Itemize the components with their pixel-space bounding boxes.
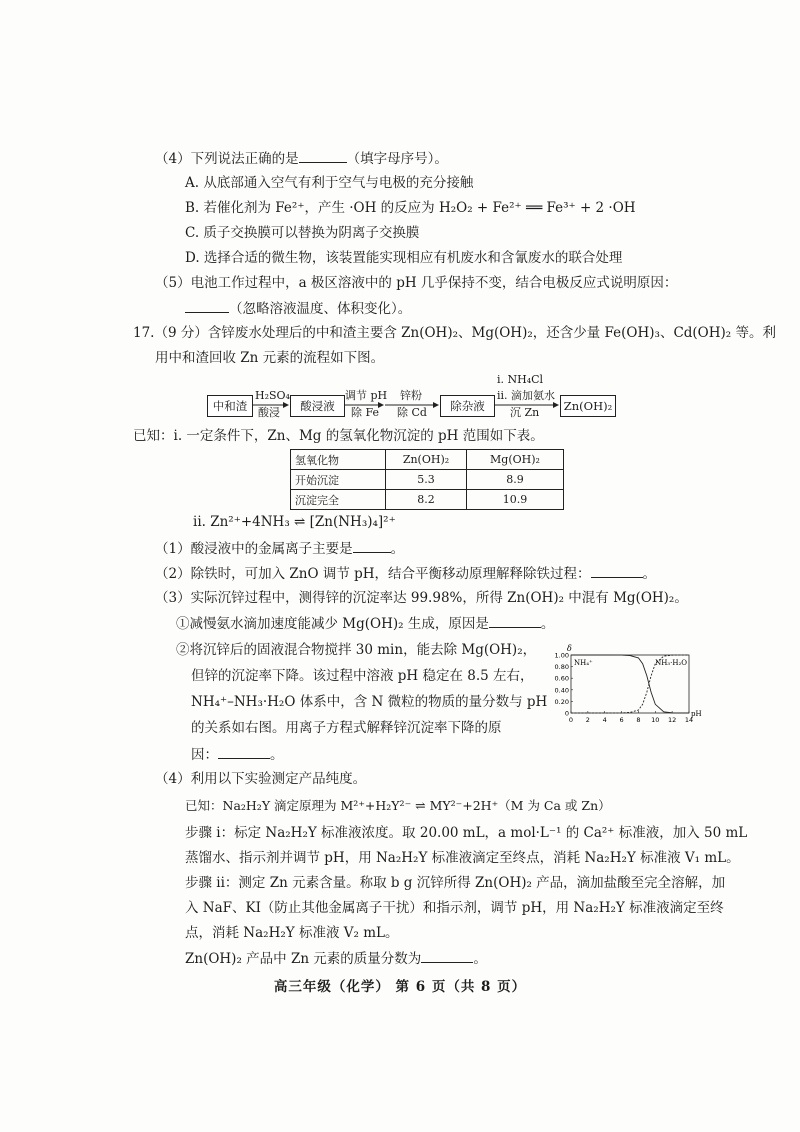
- q17-intro-2: 用中和渣回收 Zn 元素的流程如下图。: [155, 350, 385, 366]
- table-row: [291, 490, 564, 510]
- process-flow-diagram: [205, 371, 645, 421]
- flow-label-s3-top: 锌粉: [400, 389, 422, 402]
- flow-box-start: 中和渣: [207, 395, 253, 417]
- x-axis-label: pH: [691, 710, 702, 718]
- end-mark: 。: [540, 616, 555, 632]
- flow-label-s3-bot: 除 Cd: [397, 406, 427, 419]
- q17-part3-2b: 但锌的沉淀率下降。该过程中溶液 pH 稳定在 8.5 左右，: [191, 668, 534, 684]
- q17-part4-step1-b: 蒸馏水、指示剂并调节 pH，用 Na₂H₂Y 标准液滴定至终点，消耗 Na₂H₂Y 标准液 V₁ mL。: [185, 850, 740, 866]
- y-axis-label: δ: [567, 644, 572, 653]
- q4-option-b: B. 若催化剂为 Fe²⁺，产生 ·OH 的反应为 H₂O₂ + Fe²⁺ ══ Fe³⁺ + 2 ·OH: [185, 200, 636, 216]
- table-cell: 10.9: [467, 490, 564, 510]
- answer-blank[interactable]: [185, 298, 229, 313]
- q17-part3-2e: [191, 744, 284, 765]
- x-tick-label: 14: [684, 716, 694, 724]
- y-tick-label: 0.60: [554, 674, 569, 683]
- q17-part4-known: 已知：Na₂H₂Y 滴定原理为 M²⁺+H₂Y²⁻ ⇌ MY²⁻+2H⁺（M 为 Ca 或 Zn）: [185, 798, 611, 813]
- q17-part3: （3）实际沉锌过程中，测得锌的沉淀率达 99.98%，所得 Zn(OH)₂ 中混有 Mg(OH)₂。: [155, 590, 688, 606]
- q17-part3-2a: ②将沉锌后的固液混合物搅拌 30 min，能去除 Mg(OH)₂，: [176, 642, 537, 658]
- end-mark: 。: [390, 541, 405, 557]
- q17-part3-1-text: ①减慢氨水滴加速度能减少 Mg(OH)₂ 生成，原因是: [176, 616, 489, 632]
- q17-part3-2e-text: 因：: [191, 747, 218, 763]
- ammonium-fraction-chart: [545, 643, 705, 733]
- q17-intro-1: 17.（9 分）含锌废水处理后的中和渣主要含 Zn(OH)₂、Mg(OH)₂，还含少量 Fe(OH)₃、Cd(OH)₂ 等。利: [133, 325, 776, 341]
- q5-line1: （5）电池工作过程中，a 极区溶液中的 pH 几乎保持不变，结合电极反应式说明原因：: [155, 275, 678, 291]
- flow-box-product: Zn(OH)₂: [560, 395, 616, 417]
- x-tick-label: 12: [668, 716, 677, 724]
- answer-blank[interactable]: [489, 613, 541, 628]
- flow-label-s4-top1: i. NH₄Cl: [497, 373, 544, 386]
- q17-part1: [155, 538, 404, 559]
- end-mark: 。: [473, 951, 487, 967]
- q17-part4-question: [185, 948, 487, 969]
- table-cell: 开始沉淀: [291, 470, 386, 490]
- q17-part4: （4）利用以下实验测定产品纯度。: [155, 771, 367, 787]
- q17-part2-text: （2）除铁时，可加入 ZnO 调节 pH，结合平衡移动原理解释除铁过程：: [155, 566, 591, 582]
- q17-part4-step2-c: 点，消耗 Na₂H₂Y 标准液 V₂ mL。: [185, 925, 399, 941]
- q5-line2-text: （忽略溶液温度、体积变化）。: [229, 301, 412, 317]
- y-tick-label: 0.40: [554, 686, 569, 695]
- end-mark: 。: [642, 566, 657, 582]
- q4-option-c: C. 质子交换膜可以替换为阴离子交换膜: [185, 225, 420, 241]
- flow-box-purified: 除杂液: [440, 395, 495, 417]
- x-tick-label: 4: [602, 716, 607, 724]
- q17-part4-step1-a: 步骤 i：标定 Na₂H₂Y 标准液浓度。取 20.00 mL，a mol·L⁻¹ 的 Ca²⁺ 标准液，加入 50 mL: [185, 825, 748, 841]
- q17-part3-2d: 的关系如右图。用离子方程式解释锌沉淀率下降的原: [191, 720, 502, 736]
- table-cell: 沉淀完全: [291, 490, 386, 510]
- flow-box-leach: 酸浸液: [290, 395, 345, 417]
- q4-stem: [155, 148, 448, 169]
- q4-stem-tail: （填字母序号）。: [346, 151, 448, 167]
- known-ii: ii. Zn²⁺+4NH₃ ⇌ [Zn(NH₃)₄]²⁺: [193, 514, 396, 530]
- table-header-cell: Zn(OH)₂: [386, 450, 467, 470]
- q4-option-a: A. 从底部通入空气有利于空气与电极的充分接触: [185, 175, 474, 191]
- answer-blank[interactable]: [591, 563, 643, 578]
- q17-part3-2c: NH₄⁺–NH₃·H₂O 体系中，含 N 微粒的物质的量分数与 pH: [191, 694, 548, 710]
- table-cell: 8.2: [386, 490, 467, 510]
- answer-blank[interactable]: [353, 538, 391, 553]
- x-tick-label: 2: [585, 716, 590, 724]
- page-footer: 高三年级（化学） 第 6 页（共 8 页）: [273, 979, 527, 995]
- q17-part2: [155, 563, 656, 584]
- x-tick-label: 8: [636, 716, 641, 724]
- table-cell: 5.3: [386, 470, 467, 490]
- table-header-row: [291, 450, 564, 470]
- y-tick-label: 0: [564, 709, 569, 718]
- answer-blank[interactable]: [299, 148, 347, 163]
- q5-line2: [185, 298, 411, 319]
- flow-label-s1-top: H₂SO₄: [255, 389, 290, 402]
- table-cell: 8.9: [467, 470, 564, 490]
- y-tick-label: 0.80: [554, 663, 569, 672]
- y-tick-label: 1.00: [554, 651, 569, 660]
- q4-stem-text: （4）下列说法正确的是: [155, 151, 299, 167]
- table-header-cell: Mg(OH)₂: [467, 450, 564, 470]
- q17-part4-step2-a: 步骤 ii：测定 Zn 元素含量。称取 b g 沉锌所得 Zn(OH)₂ 产品，滴加盐酸至完全溶解，加: [185, 875, 726, 891]
- flow-label-s1-bot: 酸浸: [258, 406, 280, 419]
- end-mark: 。: [270, 747, 284, 763]
- table-row: [291, 470, 564, 490]
- legend-nh4: NH₄⁺: [574, 659, 593, 667]
- x-tick-label: 10: [651, 716, 660, 724]
- x-tick-label: 6: [619, 716, 624, 724]
- answer-blank[interactable]: [218, 744, 270, 759]
- x-tick-label: 0: [568, 716, 574, 724]
- q17-part4-question-text: Zn(OH)₂ 产品中 Zn 元素的质量分数为: [185, 951, 422, 967]
- known-i: 已知：i. 一定条件下，Zn、Mg 的氢氧化物沉淀的 pH 范围如下表。: [133, 428, 544, 444]
- q17-part3-1: [176, 613, 554, 634]
- precipitation-ph-table: [290, 449, 564, 510]
- legend-nh3: NH₃·H₂O: [655, 659, 687, 667]
- flow-label-s4-bot: 沉 Zn: [510, 406, 540, 419]
- q4-option-d: D. 选择合适的微生物，该装置能实现相应有机废水和含氰废水的联合处理: [185, 250, 623, 266]
- q17-part1-text: （1）酸浸液中的金属离子主要是: [155, 541, 353, 557]
- answer-blank[interactable]: [421, 948, 473, 963]
- flow-label-s2-bot: 除 Fe: [351, 406, 380, 419]
- flow-label-s4-top2: ii. 滴加氨水: [497, 389, 556, 402]
- q17-part4-step2-b: 入 NaF、KI（防止其他金属离子干扰）和指示剂，调节 pH，用 Na₂H₂Y 标准液滴定至终: [185, 900, 724, 916]
- table-header-cell: 氢氧化物: [291, 450, 386, 470]
- flow-label-s2-top: 调节 pH: [345, 389, 388, 402]
- y-tick-label: 0.20: [554, 697, 569, 706]
